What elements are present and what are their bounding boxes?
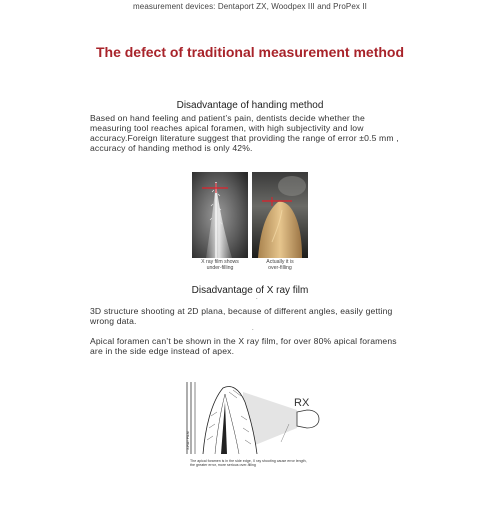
xray-image (192, 172, 248, 258)
xray-caption: X ray film shows under-filling (201, 259, 239, 271)
paragraph-line: Based on hand feeling and patient’s pain, dentists decide whether the (90, 113, 365, 123)
rx-label: RX (294, 397, 310, 409)
film-label: X-RAY FILM (186, 431, 190, 450)
xray-picture (192, 172, 248, 258)
paragraph-line: are in the side edge instead of apex. (90, 346, 235, 356)
paragraph-line: accuracy.Foreign literature suggest that providing the range of error ±0.5 mm , (90, 133, 399, 143)
actual-tooth-image (252, 172, 308, 258)
actual-caption: Actually it is over-filling (266, 259, 294, 271)
hand-method-paragraph (90, 113, 399, 153)
diagram-drawing (185, 380, 325, 458)
diagram-caption: The apical foramen is in the side edge, X ray shooting cause error length, the greater error, more serious over-filling (190, 459, 307, 468)
xray-paragraph-2 (90, 336, 397, 356)
paragraph-line: measuring tool reaches apical foramen, with high subjectivity and low (90, 123, 364, 133)
hand-method-heading: Disadvantage of handing method (176, 100, 324, 111)
tooth-photo (252, 172, 308, 258)
paragraph-line: wrong data. (90, 316, 137, 326)
paragraph-line: accuracy of handing method is only 42%. (90, 143, 253, 153)
separator-dot: . (256, 295, 258, 301)
paragraph-line: 3D structure shooting at 2D plana, because of different angles, easily getting (90, 306, 393, 316)
top-caption: measurement devices: Dentaport ZX, Woodpex III and ProPex II (133, 2, 367, 11)
paragraph-line: Apical foramen can’t be shown in the X ray film, for over 80% apical foramens (90, 336, 397, 346)
xray-method-heading: Disadvantage of X ray film (191, 285, 309, 296)
page-title: The defect of traditional measurement method (95, 44, 405, 60)
xray-diagram (185, 380, 325, 458)
separator-dot: . (252, 326, 254, 332)
xray-paragraph-1 (90, 306, 392, 326)
